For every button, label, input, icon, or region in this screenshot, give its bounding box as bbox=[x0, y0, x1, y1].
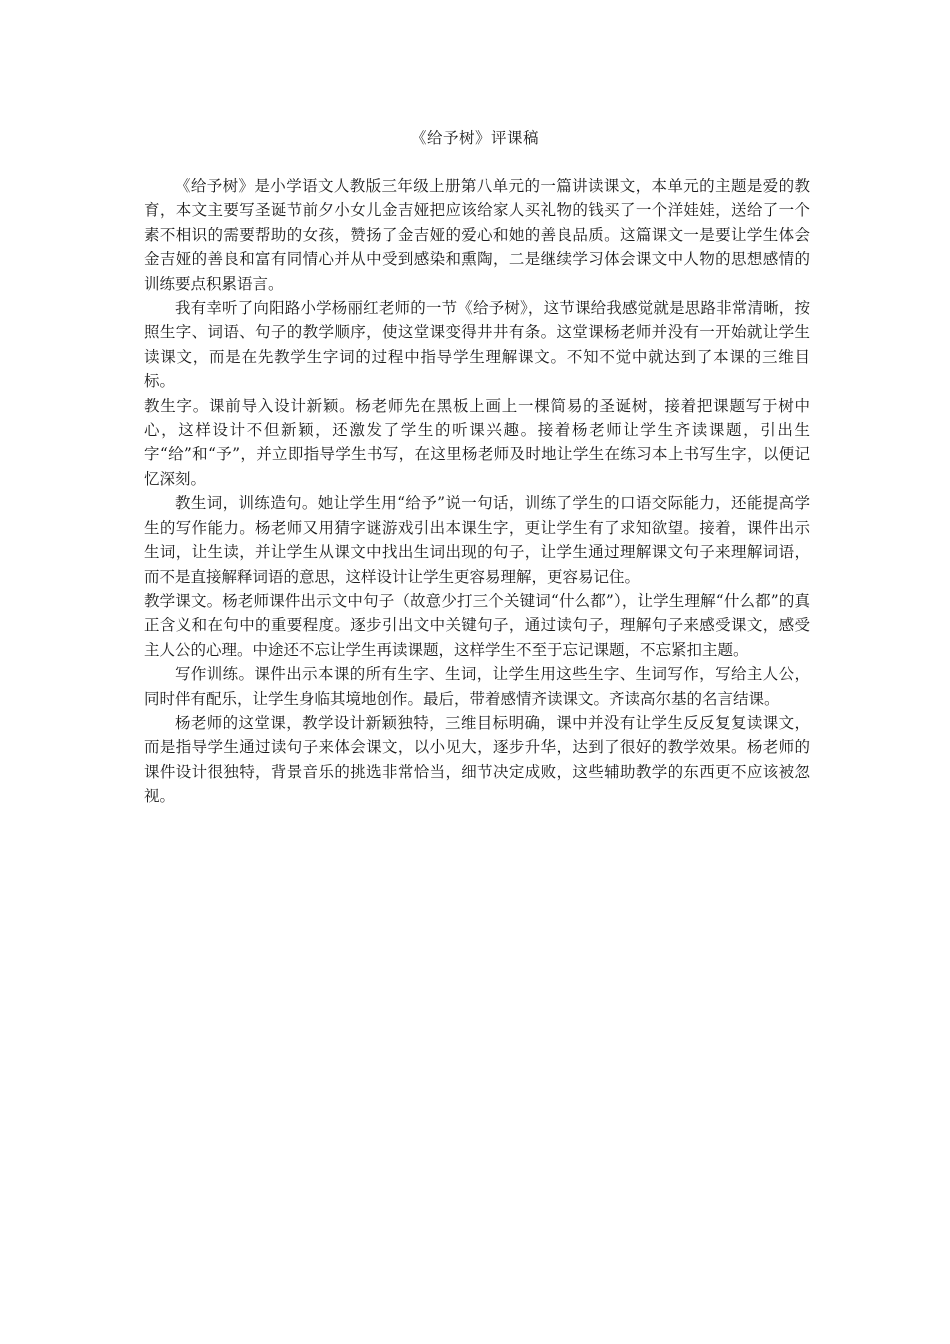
paragraph-3: 教生字。课前导入设计新颖。杨老师先在黑板上画上一棵简易的圣诞树，接着把课题写于树中心，这样设计不但新颖，还激发了学生的听课兴趣。接着杨老师让学生齐读课题，引出生字“给”和“予”，并立即指导学生书写，在这里杨老师及时地让学生在练习本上书写生字，以便记忆深刻。 bbox=[144, 396, 810, 488]
paragraph-4: 教生词，训练造句。她让学生用“给予”说一句话，训练了学生的口语交际能力，还能提高学生的写作能力。杨老师又用猜字谜游戏引出本课生字，更让学生有了求知欲望。接着，课件出示生词，让生读，并让学生从课文中找出生词出现的句子，让学生通过理解课文句子来理解词语，而不是直接解释词语的意思，这样设计让学生更容易理解，更容易记住。 bbox=[144, 494, 810, 586]
document-body bbox=[144, 174, 810, 809]
paragraph-5: 教学课文。杨老师课件出示文中句子（故意少打三个关键词“什么都”），让学生理解“什么都”的真正含义和在句中的重要程度。逐步引出文中关键句子，通过读句子，理解句子来感受课文，感受主人公的心理。中途还不忘让学生再读课题，这样学生不至于忘记课题，不忘紧扣主题。 bbox=[144, 591, 810, 659]
paragraph-2: 我有幸听了向阳路小学杨丽红老师的一节《给予树》，这节课给我感觉就是思路非常清晰，按照生字、词语、句子的教学顺序，使这堂课变得井井有条。这堂课杨老师并没有一开始就让学生读课文，而是在先教学生字词的过程中指导学生理解课文。不知不觉中就达到了本课的三维目标。 bbox=[144, 299, 810, 391]
paragraph-7: 杨老师的这堂课，教学设计新颖独特，三维目标明确，课中并没有让学生反反复复读课文，而是指导学生通过读句子来体会课文，以小见大，逐步升华，达到了很好的教学效果。杨老师的课件设计很独特，背景音乐的挑选非常恰当，细节决定成败，这些辅助教学的东西更不应该被忽视。 bbox=[144, 713, 810, 806]
paragraph-6: 写作训练。课件出示本课的所有生字、生词，让学生用这些生字、生词写作，写给主人公，同时伴有配乐，让学生身临其境地创作。最后，带着感情齐读课文。齐读高尔基的名言结课。 bbox=[144, 665, 810, 708]
paragraph-1: 《给予树》是小学语文人教版三年级上册第八单元的一篇讲读课文，本单元的主题是爱的教育，本文主要写圣诞节前夕小女儿金吉娅把应该给家人买礼物的钱买了一个洋娃娃，送给了一个素不相识的需要帮助的女孩，赞扬了金吉娅的爱心和她的善良品质。这篇课文一是要让学生体会金吉娅的善良和富有同情心并从中受到感染和熏陶，二是继续学习体会课文中人物的思想感情的训练要点积累语言。 bbox=[144, 177, 810, 293]
document-title: 《给予树》评课稿 bbox=[410, 129, 539, 147]
